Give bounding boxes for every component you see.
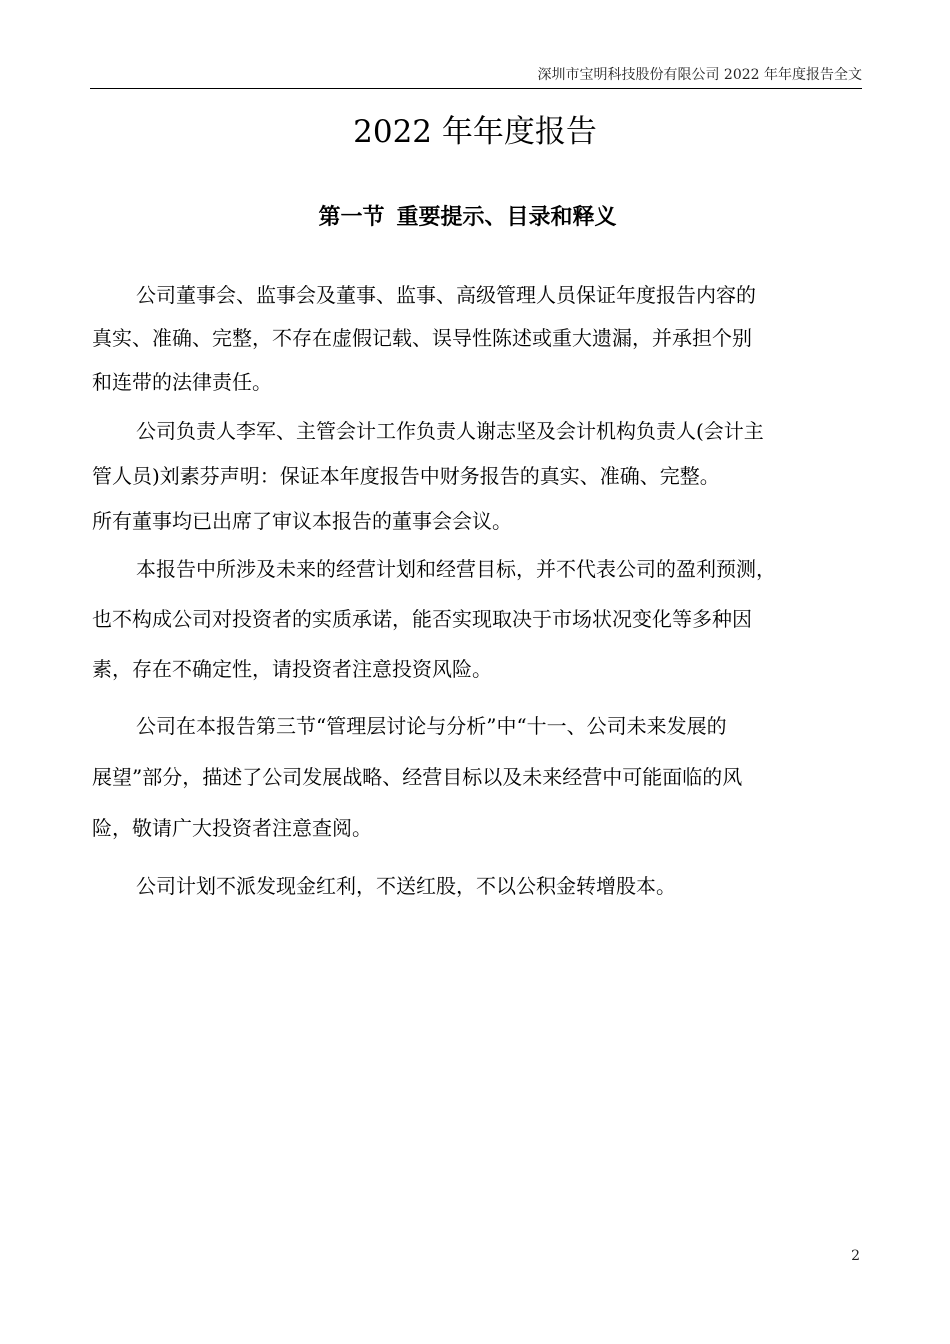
paragraph-line: 公司董事会、监事会及董事、监事、高级管理人员保证年度报告内容的 [136,283,756,307]
paragraph-line: 和连带的法律责任。 [92,370,272,394]
paragraph-line: 险，敬请广大投资者注意查阅。 [92,816,372,840]
running-header-title: 深圳市宝明科技股份有限公司 2022 年年度报告全文 [537,67,862,83]
paragraph-line: 素，存在不确定性，请投资者注意投资风险。 [92,657,492,681]
paragraph-line: 本报告中所涉及未来的经营计划和经营目标，并不代表公司的盈利预测， [136,557,776,581]
section-heading [0,197,935,237]
paragraph-line: 所有董事均已出席了审议本报告的董事会会议。 [92,509,512,533]
paragraph-line: 也不构成公司对投资者的实质承诺，能否实现取决于市场状况变化等多种因 [92,607,752,631]
paragraph-line: 公司计划不派发现金红利，不送红股，不以公积金转增股本。 [136,874,676,898]
report-title: 2022 年年度报告 [353,114,597,150]
paragraph-line: 真实、准确、完整，不存在虚假记载、误导性陈述或重大遗漏，并承担个别 [92,326,752,350]
page-number: 2 [851,1248,860,1264]
paragraph-line: 管人员)刘素芬声明：保证本年度报告中财务报告的真实、准确、完整。 [92,464,720,488]
paragraph-line: 公司负责人李军、主管会计工作负责人谢志坚及会计机构负责人(会计主 [136,419,764,443]
paragraph-line: 公司在本报告第三节“管理层讨论与分析”中“十一、公司未来发展的 [136,714,727,738]
paragraph-line: 展望”部分，描述了公司发展战略、经营目标以及未来经营中可能面临的风 [92,765,743,789]
running-header [90,62,862,89]
section-number: 第一节 [318,204,385,230]
section-title: 重要提示、目录和释义 [396,204,617,230]
